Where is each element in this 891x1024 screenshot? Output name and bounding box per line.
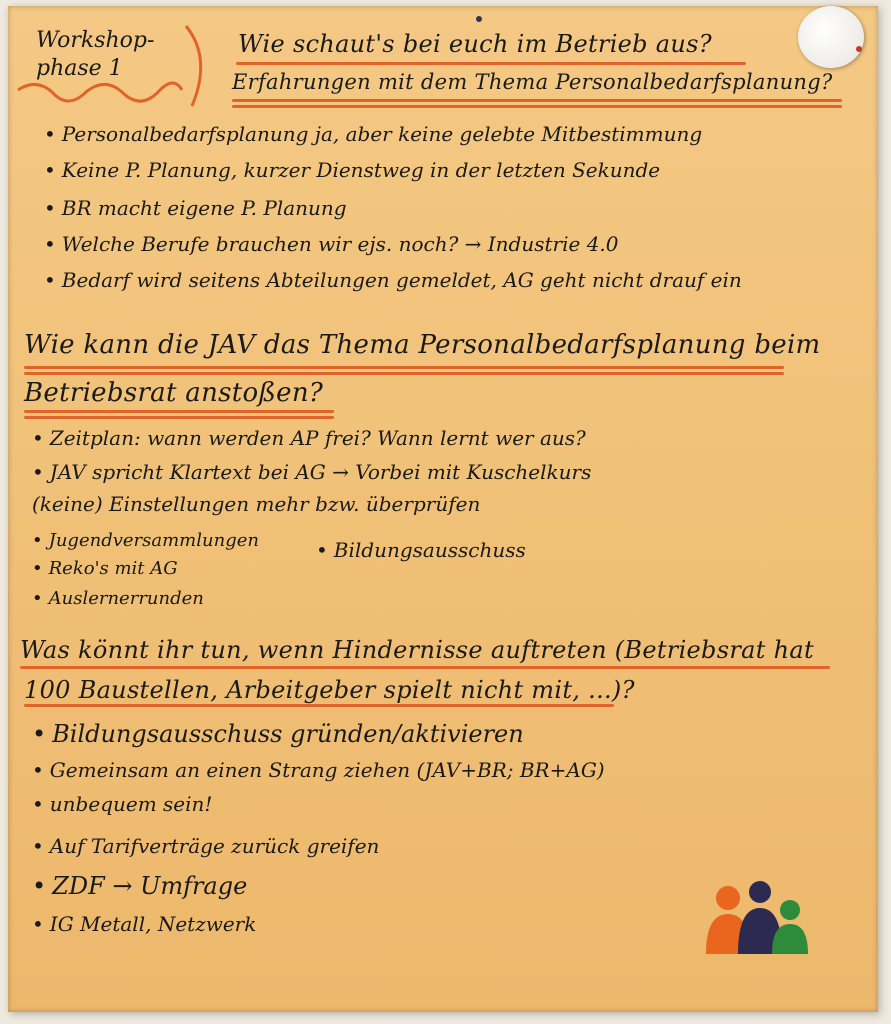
list-item: • unbequem sein!	[32, 792, 212, 816]
question1-line1: Wie schaut's bei euch im Betrieb aus?	[238, 30, 712, 58]
underline	[24, 366, 784, 369]
list-item: • Welche Berufe brauchen wir ejs. noch? → Industrie 4.0	[44, 232, 619, 256]
underline	[24, 416, 334, 419]
list-item: • Auf Tarifverträge zurück greifen	[32, 834, 379, 858]
section3-title-line1: Was könnt ihr tun, wenn Hindernisse auftreten (Betriebsrat hat	[20, 636, 814, 664]
phase-label-2: phase 1	[36, 56, 123, 81]
question1-line2: Erfahrungen mit dem Thema Personalbedarfsplanung?	[232, 70, 833, 94]
list-item: (keine) Einstellungen mehr bzw. überprüfen	[32, 492, 481, 516]
section2-title-line1: Wie kann die JAV das Thema Personalbedarfsplanung beim	[24, 330, 821, 360]
underline	[24, 372, 784, 375]
list-item: • Reko's mit AG	[32, 558, 178, 579]
thumbtack-magnet	[798, 6, 864, 68]
underline	[24, 410, 334, 413]
pin-dot	[476, 16, 482, 22]
list-item: • BR macht eigene P. Planung	[44, 196, 347, 220]
list-item: • Personalbedarfsplanung ja, aber keine gelebte Mitbestimmung	[44, 122, 702, 146]
list-item: • ZDF → Umfrage	[32, 872, 247, 900]
list-item: • Keine P. Planung, kurzer Dienstweg in der letzten Sekunde	[44, 158, 660, 182]
people-group-icon	[702, 880, 822, 960]
list-item: • Jugendversammlungen	[32, 530, 259, 551]
underline	[20, 666, 830, 669]
list-item-side: • Bildungsausschuss	[316, 538, 526, 562]
list-item: • Zeitplan: wann werden AP frei? Wann lernt wer aus?	[32, 426, 586, 450]
list-item: • IG Metall, Netzwerk	[32, 912, 256, 936]
red-mark	[856, 46, 862, 52]
underline	[232, 99, 842, 102]
underline	[232, 105, 842, 108]
list-item: • Gemeinsam an einen Strang ziehen (JAV+BR; BR+AG)	[32, 758, 605, 782]
underline	[24, 704, 614, 707]
underline	[236, 62, 746, 65]
section3-title-line2: 100 Baustellen, Arbeitgeber spielt nicht mit, ...)?	[24, 676, 635, 704]
phase-label-1: Workshop-	[36, 28, 155, 53]
list-item: • Auslernerrunden	[32, 588, 204, 609]
list-item: • Bedarf wird seitens Abteilungen gemeldet, AG geht nicht drauf ein	[44, 268, 742, 292]
section2-title-line2: Betriebsrat anstoßen?	[24, 378, 324, 408]
list-item: • JAV spricht Klartext bei AG → Vorbei mit Kuschelkurs	[32, 460, 591, 484]
list-item: • Bildungsausschuss gründen/aktivieren	[32, 720, 524, 748]
